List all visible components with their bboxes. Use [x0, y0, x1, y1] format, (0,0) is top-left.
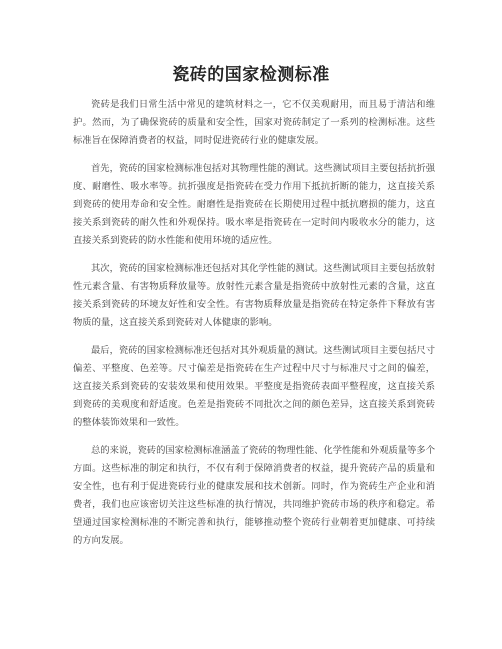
paragraph-physical-performance: 首先，瓷砖的国家检测标准包括对其物理性能的测试。这些测试项目主要包括抗折强度、耐磨性、吸水率等。抗折强度是指瓷砖在受力作用下抵抗折断的能力，这直接关系到瓷砖的使用寿命和安全性。耐磨性是指瓷砖在长期使用过程中抵抗磨损的能力，这直接关系到瓷砖的耐久性和外观保持。吸水率是指瓷砖在一定时间内吸收水分的能力，这直接关系到瓷砖的防水性能和使用环境的适应性。 [73, 163, 435, 246]
paragraph-appearance-quality: 最后，瓷砖的国家检测标准还包括对其外观质量的测试。这些测试项目主要包括尺寸偏差、平整度、色差等。尺寸偏差是指瓷砖在生产过程中尺寸与标准尺寸之间的偏差，这直接关系到瓷砖的安装效果和使用效果。平整度是指瓷砖表面平整程度，这直接关系到瓷砖的美观度和舒适度。色差是指瓷砖不同批次之间的颜色差异，这直接关系到瓷砖的整体装饰效果和一致性。 [73, 345, 435, 428]
paragraph-chemical-performance: 其次，瓷砖的国家检测标准还包括对其化学性能的测试。这些测试项目主要包括放射性元素含量、有害物质释放量等。放射性元素含量是指瓷砖中放射性元素的含量，这直接关系到瓷砖的环境友好性和安全性。有害物质释放量是指瓷砖在特定条件下释放有害物质的量，这直接关系到瓷砖对人体健康的影响。 [73, 263, 435, 328]
paragraph-conclusion: 总的来说，瓷砖的国家检测标准涵盖了瓷砖的物理性能、化学性能和外观质量等多个方面。这些标准的制定和执行，不仅有利于保障消费者的权益，提升瓷砖产品的质量和安全性，也有利于促进瓷砖行业的健康发展和技术创新。同时，作为瓷砖生产企业和消费者，我们也应该密切关注这些标准的执行情况，共同维护瓷砖市场的秩序和稳定。希望通过国家检测标准的不断完善和执行，能够推动整个瓷砖行业朝着更加健康、可持续的方向发展。 [73, 445, 435, 546]
document-body [73, 96, 435, 560]
paragraph-intro: 瓷砖是我们日常生活中常见的建筑材料之一，它不仅美观耐用，而且易于清洁和维护。然而，为了确保瓷砖的质量和安全性，国家对瓷砖制定了一系列的检测标准。这些标准旨在保障消费者的权益，同时促进瓷砖行业的健康发展。 [73, 99, 435, 146]
document-title: 瓷砖的国家检测标准 [172, 65, 330, 85]
